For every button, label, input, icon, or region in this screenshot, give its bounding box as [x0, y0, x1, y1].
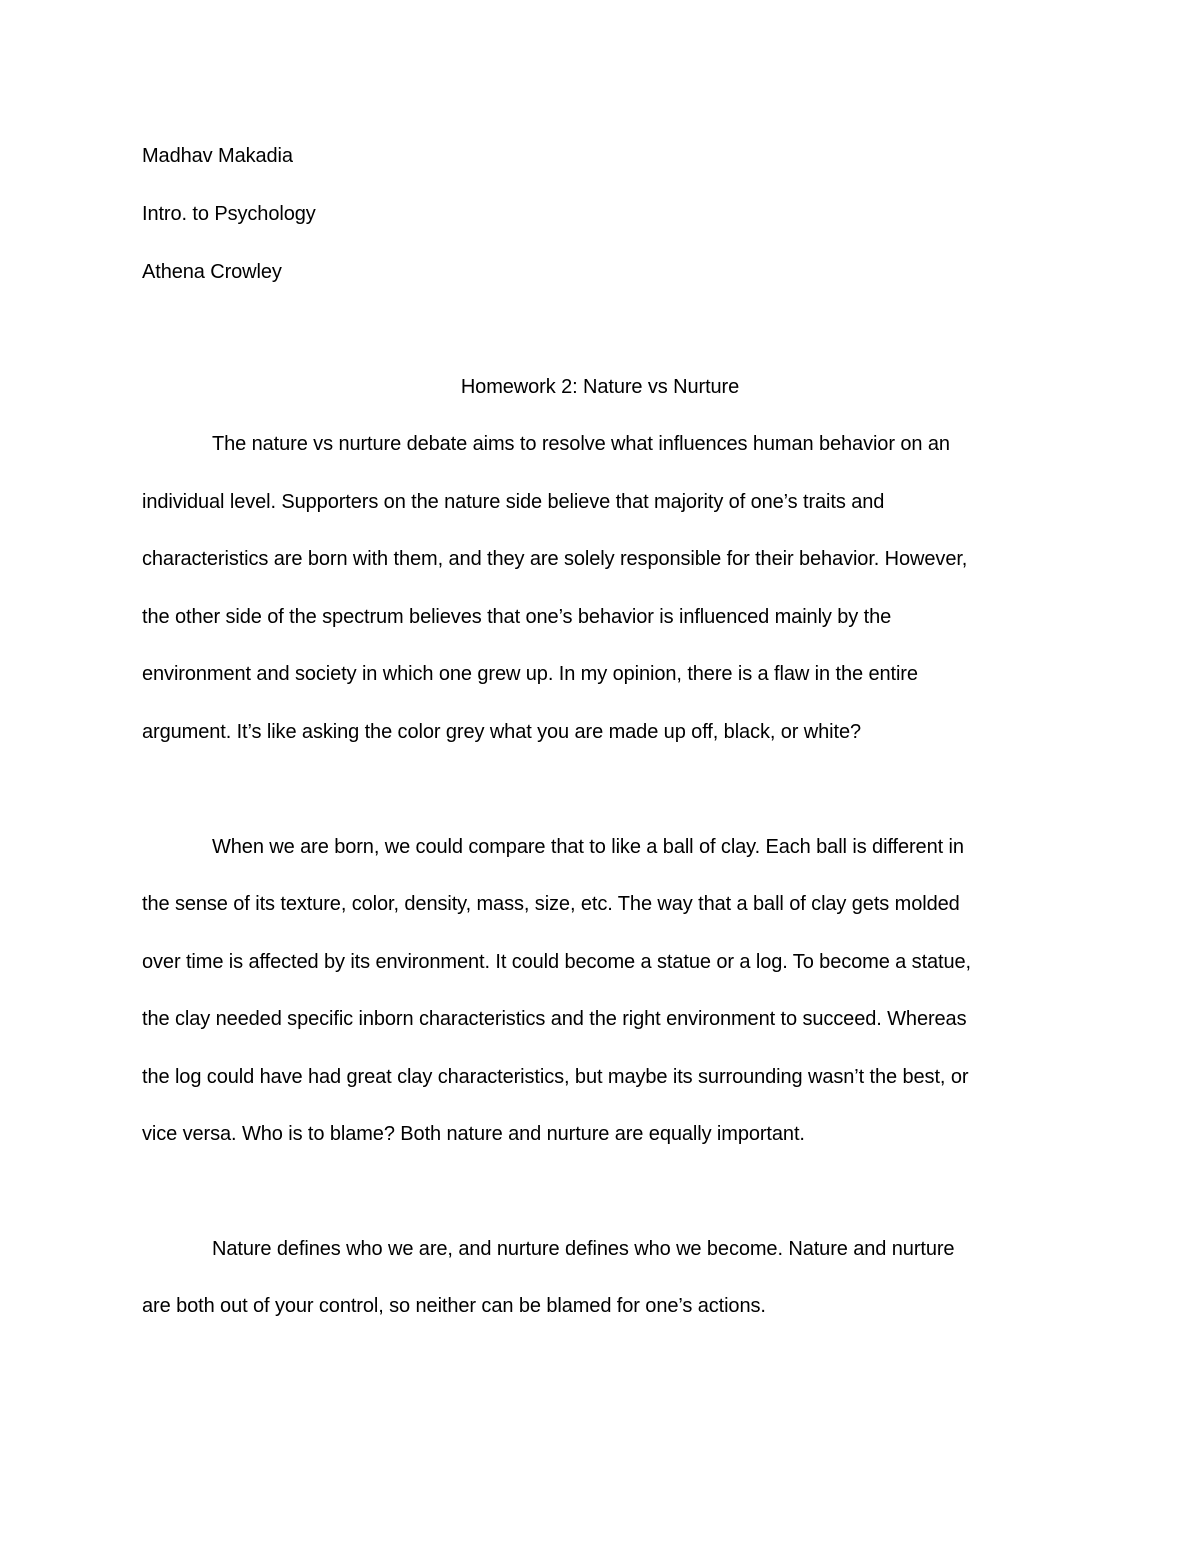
instructor-name: Athena Crowley	[142, 261, 282, 283]
paragraph-line: characteristics are born with them, and they are solely responsible for their behavior. However,	[142, 548, 968, 570]
paragraph-line: individual level. Supporters on the nature side believe that majority of one’s traits and	[142, 491, 885, 513]
document-title: Homework 2: Nature vs Nurture	[460, 376, 740, 398]
paragraph-line: the log could have had great clay characteristics, but maybe its surrounding wasn’t the best, or	[142, 1066, 969, 1088]
paragraph-line: the sense of its texture, color, density, mass, size, etc. The way that a ball of clay gets molded	[142, 893, 960, 915]
paragraph-line: Nature defines who we are, and nurture defines who we become. Nature and nurture	[212, 1238, 955, 1260]
paragraph-line: the other side of the spectrum believes that one’s behavior is influenced mainly by the	[142, 606, 892, 628]
paragraph-line: the clay needed specific inborn characteristics and the right environment to succeed. Whereas	[142, 1008, 967, 1030]
paragraph-line: are both out of your control, so neither can be blamed for one’s actions.	[142, 1295, 766, 1317]
paragraph-line: The nature vs nurture debate aims to resolve what influences human behavior on an	[212, 433, 950, 455]
paragraph-line: When we are born, we could compare that to like a ball of clay. Each ball is different in	[212, 836, 964, 858]
course-name: Intro. to Psychology	[142, 203, 316, 225]
paragraph-line: over time is affected by its environment. It could become a statue or a log. To become a statue,	[142, 951, 972, 973]
paragraph-line: vice versa. Who is to blame? Both nature and nurture are equally important.	[142, 1123, 805, 1145]
paragraph-line: environment and society in which one grew up. In my opinion, there is a flaw in the entire	[142, 663, 918, 685]
student-name: Madhav Makadia	[142, 145, 293, 167]
paragraph-line: argument. It’s like asking the color grey what you are made up off, black, or white?	[142, 721, 862, 743]
